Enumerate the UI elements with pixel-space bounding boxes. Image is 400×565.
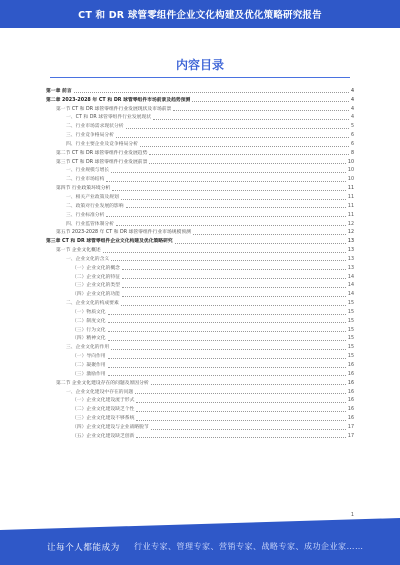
toc-leader-dots: [74, 91, 349, 93]
toc-entry[interactable]: [46, 245, 354, 254]
toc-entry-text: 第二章 2023-2028 年 CT 和 DR 球管零组件市场前景及趋势预测: [46, 97, 191, 103]
toc-entry-page: 13: [347, 256, 354, 262]
toc-entry-text: 三、行业标准分析: [66, 212, 105, 218]
toc-leader-dots: [136, 401, 346, 403]
toc-leader-dots: [136, 410, 346, 412]
toc-entry-text: 二、行业市场需求现状分析: [66, 124, 124, 130]
toc-leader-dots: [122, 277, 346, 279]
toc-entry-page: 13: [347, 239, 354, 245]
toc-entry-page: 13: [347, 265, 354, 271]
toc-leader-dots: [136, 419, 346, 421]
toc-entry[interactable]: [46, 387, 354, 396]
toc-entry[interactable]: [46, 272, 354, 281]
toc-entry-page: 4: [350, 97, 354, 103]
toc-entry[interactable]: [46, 334, 354, 343]
toc-entry-page: 16: [347, 407, 354, 413]
toc-entry-text: 第五节 2023-2028 年 CT 和 DR 球管零组件行业市场规模预测: [56, 230, 191, 236]
toc-entry[interactable]: [46, 174, 354, 183]
toc-entry[interactable]: [46, 289, 354, 298]
toc-leader-dots: [149, 162, 346, 164]
toc-entry-text: （二）制度文化: [72, 318, 106, 324]
toc-entry-text: （一）企业文化的概念: [72, 265, 120, 271]
toc-entry[interactable]: [46, 351, 354, 360]
toc-entry[interactable]: [46, 210, 354, 219]
toc-leader-dots: [153, 118, 349, 120]
toc-leader-dots: [116, 136, 349, 138]
toc-entry[interactable]: [46, 298, 354, 307]
toc-entry-page: 10: [347, 168, 354, 174]
toc-entry-page: 14: [347, 283, 354, 289]
toc-entry[interactable]: [46, 396, 354, 405]
toc-entry[interactable]: [46, 104, 354, 113]
toc-entry-page: 15: [347, 336, 354, 342]
toc-entry-text: 第一节 企业文化概述: [56, 248, 101, 254]
toc-entry-text: 第二节 企业文化建设存在的问题及原因分析: [56, 380, 149, 386]
toc-leader-dots: [149, 153, 349, 155]
heading-divider: [50, 77, 350, 78]
footer-slogan-left: 让每个人都能成为: [47, 543, 120, 553]
toc-entry-page: 17: [347, 424, 354, 430]
toc-leader-dots: [111, 171, 346, 173]
toc-entry-page: 16: [347, 371, 354, 377]
toc-entry-text: 三、企业文化的作用: [66, 345, 110, 351]
toc-entry-page: 11: [347, 203, 354, 209]
toc-entry[interactable]: [46, 95, 354, 104]
toc-entry-page: 6: [350, 141, 354, 147]
toc-entry-page: 10: [347, 177, 354, 183]
toc-entry[interactable]: [46, 281, 354, 290]
toc-entry-page: 6: [350, 133, 354, 139]
toc-entry-text: （三）企业文化建设不够系统: [72, 416, 135, 422]
toc-leader-dots: [126, 127, 349, 129]
toc-entry[interactable]: [46, 342, 354, 351]
toc-leader-dots: [122, 268, 346, 270]
toc-leader-dots: [108, 313, 346, 315]
footer-slogan-right: 行业专家、管理专家、营销专家、战略专家、成功企业家……: [134, 542, 364, 551]
toc-entry[interactable]: [46, 316, 354, 325]
toc-leader-dots: [111, 259, 346, 261]
toc-entry[interactable]: [46, 307, 354, 316]
toc-entry-page: 16: [347, 380, 354, 386]
toc-leader-dots: [108, 374, 346, 376]
toc-entry[interactable]: [46, 254, 354, 263]
toc-entry-text: （三）行为文化: [72, 327, 106, 333]
toc-entry-text: （三）激励作用: [72, 371, 106, 377]
toc-entry-text: （二）企业文化建设缺乏个性: [72, 407, 135, 413]
toc-entry-page: 13: [347, 248, 354, 254]
toc-entry[interactable]: [46, 360, 354, 369]
toc-entry[interactable]: [46, 228, 354, 237]
toc-entry-text: 四、行业监管体制分析: [66, 221, 114, 227]
toc-entry-text: 第三节 CT 和 DR 球管零组件行业发展前景: [56, 159, 148, 165]
toc-entry[interactable]: [46, 413, 354, 422]
toc-entry[interactable]: [46, 130, 354, 139]
toc-entry-page: 15: [347, 318, 354, 324]
toc-entry-text: 二、政策对行业发展的影响: [66, 203, 124, 209]
toc-entry[interactable]: [46, 422, 354, 431]
toc-entry-page: 12: [347, 230, 354, 236]
toc-entry[interactable]: [46, 369, 354, 378]
toc-entry[interactable]: [46, 113, 354, 122]
toc-entry-page: 15: [347, 327, 354, 333]
toc-entry-text: （四）精神文化: [72, 336, 106, 342]
toc-entry-page: 14: [347, 274, 354, 280]
toc-entry-page: 11: [347, 186, 354, 192]
toc-entry-page: 16: [347, 389, 354, 395]
toc-leader-dots: [108, 357, 346, 359]
toc-leader-dots: [173, 109, 349, 111]
toc-entry-page: 11: [347, 194, 354, 200]
toc-entry-page: 16: [347, 398, 354, 404]
toc-entry[interactable]: [46, 263, 354, 272]
toc-entry[interactable]: [46, 157, 354, 166]
toc-entry-page: 16: [347, 363, 354, 368]
toc-entry-page: 11: [347, 212, 354, 218]
toc-entry-page: 10: [347, 159, 354, 165]
toc-entry-text: （二）凝聚作用: [72, 363, 106, 368]
toc-entry[interactable]: [46, 192, 354, 201]
toc-entry-page: 15: [347, 345, 354, 351]
toc-entry-text: 一、行业规模与增长: [66, 168, 110, 174]
toc-entry-page: 16: [347, 416, 354, 422]
toc-entry[interactable]: [46, 431, 354, 440]
toc-entry-text: 二、企业文化的构成要素: [66, 301, 119, 307]
table-of-contents: [46, 86, 354, 440]
toc-entry[interactable]: [46, 121, 354, 130]
toc-entry[interactable]: [46, 219, 354, 228]
toc-entry[interactable]: [46, 325, 354, 334]
toc-leader-dots: [135, 392, 346, 394]
toc-entry[interactable]: [46, 201, 354, 210]
toc-entry-page: 8: [350, 150, 354, 156]
toc-leader-dots: [108, 321, 346, 323]
report-title-bar: [0, 0, 400, 28]
toc-leader-dots: [175, 242, 346, 244]
toc-entry-text: （三）企业文化的类型: [72, 283, 120, 289]
toc-entry-text: 第一章 前言: [46, 88, 72, 94]
toc-entry-text: 四、行业主要企业及竞争格局分析: [66, 141, 138, 147]
toc-leader-dots: [126, 206, 346, 208]
toc-entry-text: 一、相关产业政策及规划: [66, 194, 119, 200]
report-title: CT 和 DR 球管零组件企业文化构建及优化策略研究报告: [78, 10, 322, 21]
toc-entry-page: 15: [347, 354, 354, 360]
toc-entry[interactable]: [46, 148, 354, 157]
toc-leader-dots: [122, 286, 346, 288]
toc-entry-page: 14: [347, 292, 354, 298]
footer-accent: [0, 518, 400, 530]
toc-entry-text: （二）企业文化的特征: [72, 274, 120, 280]
toc-entry-page: 4: [350, 106, 354, 112]
toc-leader-dots: [122, 295, 346, 297]
toc-entry-text: 三、行业竞争格局分析: [66, 133, 114, 139]
toc-entry[interactable]: [46, 139, 354, 148]
toc-entry-page: 15: [347, 301, 354, 307]
toc-leader-dots: [193, 233, 346, 235]
toc-leader-dots: [108, 330, 346, 332]
toc-entry-text: 一、企业文化的含义: [66, 256, 110, 262]
toc-entry-text: （一）物质文化: [72, 309, 106, 315]
toc-entry-text: （四）企业文化的功能: [72, 292, 120, 298]
toc-leader-dots: [108, 339, 346, 341]
toc-leader-dots: [106, 215, 346, 217]
toc-entry-text: 一、CT 和 DR 球管零组件行业发展现状: [66, 115, 152, 121]
toc-entry-page: 4: [350, 88, 354, 94]
toc-leader-dots: [108, 366, 346, 368]
toc-entry-text: 第三章 CT 和 DR 球管零组件企业文化构建及优化策略研究: [46, 239, 173, 245]
toc-entry-page: 12: [347, 221, 354, 227]
page-number: 1: [350, 512, 354, 518]
toc-entry[interactable]: [46, 183, 354, 192]
toc-leader-dots: [116, 224, 346, 226]
toc-entry-text: 第二节 CT 和 DR 球管零组件行业发展趋势: [56, 150, 148, 156]
toc-entry-text: 第一节 CT 和 DR 球管零组件行业发展现状及市场前景: [56, 106, 172, 112]
toc-leader-dots: [121, 304, 346, 306]
toc-leader-dots: [111, 348, 346, 350]
toc-entry-text: 第四节 行业政策环境分析: [56, 186, 111, 192]
toc-entry-text: （一）企业文化建设流于形式: [72, 398, 135, 404]
toc-entry[interactable]: [46, 86, 354, 95]
toc-entry[interactable]: [46, 236, 354, 245]
toc-entry-text: （五）企业文化建设缺乏创新: [72, 433, 135, 439]
toc-entry-text: 一、企业文化建设中存在的问题: [66, 389, 134, 395]
toc-entry-page: 4: [350, 115, 354, 121]
toc-entry-page: 17: [347, 433, 354, 439]
toc-entry-text: （四）企业文化建设与企业战略脱节: [72, 424, 149, 430]
toc-leader-dots: [112, 189, 346, 191]
toc-entry-text: 二、行业市场结构: [66, 177, 105, 183]
toc-leader-dots: [136, 436, 346, 438]
toc-leader-dots: [151, 383, 346, 385]
toc-leader-dots: [106, 180, 346, 182]
toc-leader-dots: [151, 428, 346, 430]
toc-heading: 内容目录: [175, 58, 224, 72]
toc-entry[interactable]: [46, 166, 354, 175]
toc-entry[interactable]: [46, 378, 354, 387]
toc-leader-dots: [140, 145, 349, 147]
toc-entry-text: （一）导向作用: [72, 354, 106, 360]
toc-leader-dots: [192, 100, 349, 102]
toc-leader-dots: [103, 251, 346, 253]
toc-entry-page: 5: [350, 124, 354, 130]
toc-entry[interactable]: [46, 404, 354, 413]
toc-leader-dots: [121, 198, 346, 200]
toc-entry-page: 15: [347, 309, 354, 315]
